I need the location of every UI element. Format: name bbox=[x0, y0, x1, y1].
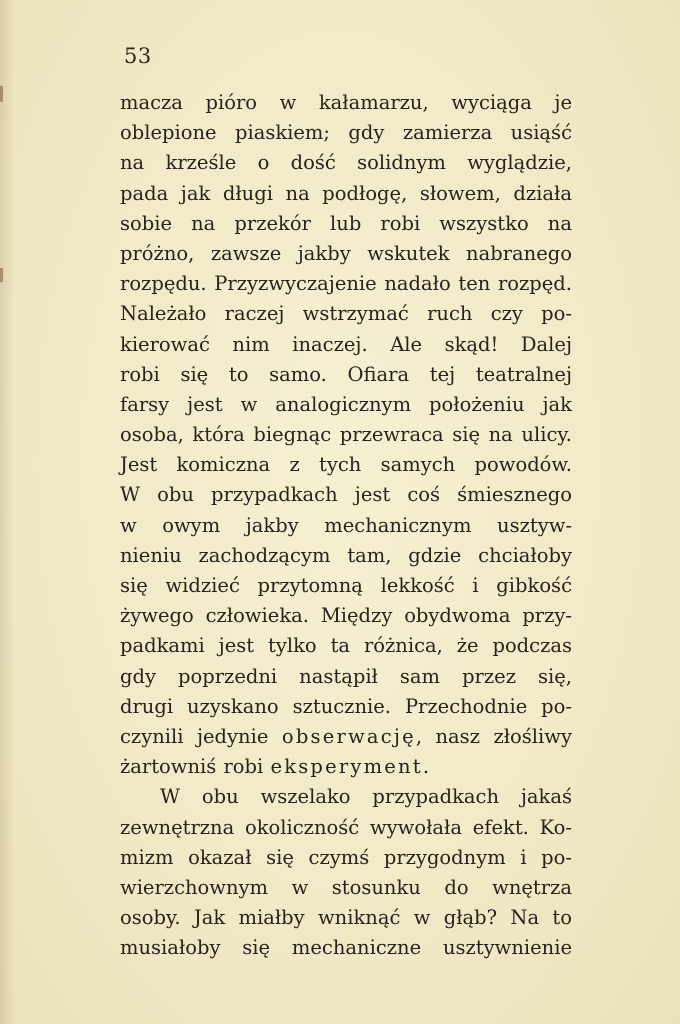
margin-mark bbox=[0, 268, 3, 282]
text-line bbox=[120, 722, 572, 752]
text-line bbox=[120, 873, 572, 903]
text-span: osoby. Jak miałby wniknąć w głąb? Na to bbox=[120, 906, 572, 930]
text-line bbox=[120, 179, 572, 209]
text-line bbox=[120, 450, 572, 480]
text-line bbox=[120, 782, 572, 812]
text-span: czynili jedynie bbox=[120, 724, 282, 748]
text-span: w owym jakby mechanicznym usztyw- bbox=[120, 513, 572, 537]
text-line bbox=[120, 933, 572, 963]
text-span: wierzchownym w stosunku do wnętrza bbox=[120, 875, 572, 899]
emphasized-text: obserwację bbox=[281, 724, 416, 748]
text-line bbox=[120, 601, 572, 631]
text-span: mizm okazał się czymś przygodnym i po- bbox=[120, 845, 572, 869]
text-span: robi się to samo. Ofiara tej teatralnej bbox=[120, 362, 572, 386]
text-line bbox=[120, 299, 572, 329]
margin-mark bbox=[0, 86, 3, 102]
text-span: żartowniś robi bbox=[120, 755, 271, 779]
text-line bbox=[120, 209, 572, 239]
text-span: W obu przypadkach jest coś śmiesznego bbox=[120, 483, 572, 507]
text-span: sobie na przekór lub robi wszystko na bbox=[120, 211, 572, 235]
text-span: pada jak długi na podłogę, słowem, działa bbox=[120, 181, 572, 205]
text-line bbox=[120, 813, 572, 843]
text-span: W obu wszelako przypadkach jakaś bbox=[160, 785, 572, 809]
text-span: zewnętrzna okoliczność wywołała efekt. Ko- bbox=[120, 815, 572, 839]
text-line bbox=[120, 390, 572, 420]
text-line bbox=[120, 330, 572, 360]
text-line bbox=[120, 903, 572, 933]
text-span: osoba, która biegnąc przewraca się na ulicy. bbox=[120, 423, 572, 447]
text-line bbox=[120, 480, 572, 510]
text-line bbox=[120, 420, 572, 450]
text-span: nieniu zachodzącym tam, gdzie chciałoby bbox=[120, 543, 572, 567]
text-span: musiałoby się mechaniczne usztywnienie bbox=[120, 936, 572, 960]
text-line bbox=[120, 541, 572, 571]
text-span: kierować nim inaczej. Ale skąd! Dalej bbox=[120, 332, 572, 356]
text-line bbox=[120, 631, 572, 661]
text-line bbox=[120, 571, 572, 601]
text-span: się widzieć przytomną lekkość i gibkość bbox=[120, 574, 572, 597]
text-span: macza pióro w kałamarzu, wyciąga je bbox=[120, 91, 572, 114]
text-span: rozpędu. Przyzwyczajenie nadało ten rozpęd. bbox=[120, 272, 572, 296]
text-line bbox=[120, 269, 572, 299]
text-span: gdy poprzedni nastąpił sam przez się, bbox=[120, 664, 572, 688]
text-line bbox=[120, 511, 572, 541]
text-span: padkami jest tylko ta różnica, że podczas bbox=[120, 634, 572, 658]
text-span: . bbox=[422, 755, 430, 779]
text-line bbox=[120, 692, 572, 722]
text-line bbox=[120, 843, 572, 873]
text-line bbox=[120, 752, 572, 782]
text-line bbox=[120, 662, 572, 692]
text-span: oblepione piaskiem; gdy zamierza usiąść bbox=[120, 121, 572, 145]
text-span: , nasz złośliwy bbox=[415, 724, 572, 748]
text-line bbox=[120, 118, 572, 148]
page-edge-shadow bbox=[0, 0, 14, 1024]
text-line bbox=[120, 360, 572, 390]
text-span: próżno, zawsze jakby wskutek nabranego bbox=[120, 241, 572, 265]
text-span: farsy jest w analogicznym położeniu jak bbox=[120, 392, 572, 416]
text-span: żywego człowieka. Między obydwoma przy- bbox=[120, 604, 572, 628]
text-line bbox=[120, 88, 572, 118]
text-span: na krześle o dość solidnym wyglądzie, bbox=[120, 151, 572, 175]
text-span: Należało raczej wstrzymać ruch czy po- bbox=[120, 302, 572, 326]
text-span: Jest komiczna z tych samych powodów. bbox=[120, 453, 572, 477]
text-line bbox=[120, 148, 572, 178]
body-text bbox=[120, 88, 572, 963]
page-number: 53 bbox=[124, 44, 152, 68]
emphasized-text: eksperyment bbox=[270, 755, 423, 779]
text-span: drugi uzyskano sztucznie. Przechodnie po- bbox=[120, 694, 572, 718]
text-line bbox=[120, 239, 572, 269]
